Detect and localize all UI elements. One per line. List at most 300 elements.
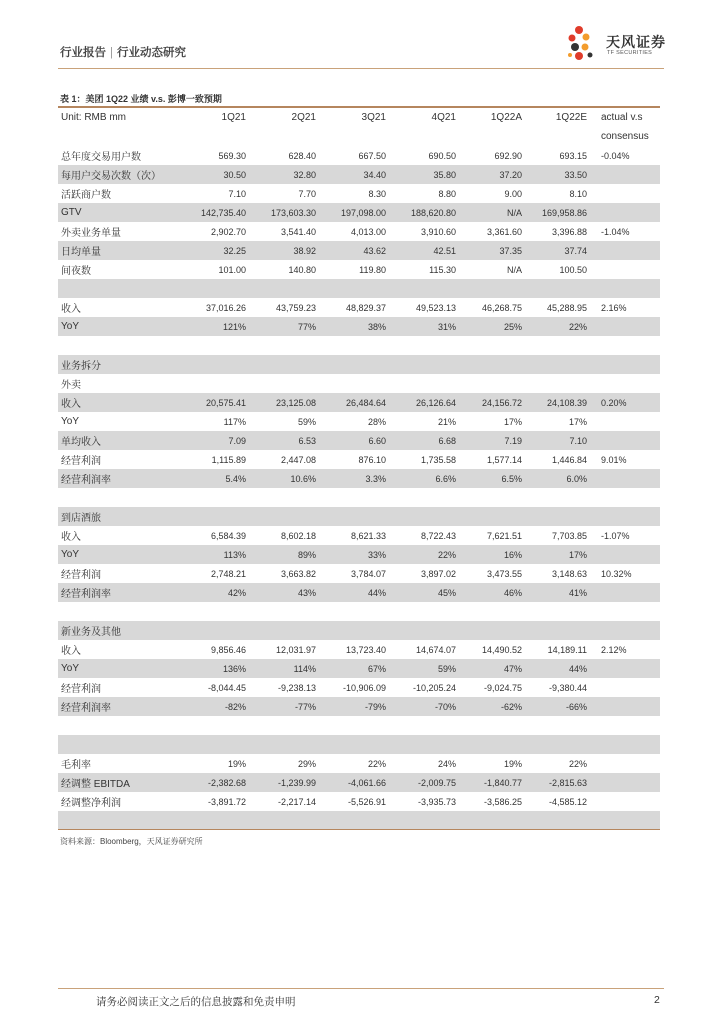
table-row bbox=[58, 526, 660, 545]
value-cell: 38% bbox=[320, 317, 390, 336]
value-cell bbox=[250, 507, 320, 526]
value-cell bbox=[390, 716, 460, 735]
value-cell: 113% bbox=[176, 545, 250, 564]
consensus-diff-cell bbox=[591, 374, 660, 393]
table-row bbox=[58, 507, 660, 526]
value-cell bbox=[176, 811, 250, 830]
table-row bbox=[58, 184, 660, 203]
value-cell: 667.50 bbox=[358, 150, 386, 161]
row-label bbox=[58, 602, 176, 621]
row-label: 经营利润 bbox=[61, 684, 101, 695]
consensus-diff-cell bbox=[591, 431, 660, 450]
value-cell: 100.50 bbox=[559, 264, 587, 275]
value-cell bbox=[320, 811, 390, 830]
value-cell bbox=[250, 374, 320, 393]
consensus-diff-cell bbox=[591, 754, 660, 773]
value-cell: 48,829.37 bbox=[345, 302, 386, 313]
value-cell: 7.10 bbox=[526, 431, 591, 450]
value-cell: 3,910.60 bbox=[420, 226, 456, 237]
disclaimer-text: 请务必阅读正文之后的信息披露和免责申明 bbox=[96, 996, 296, 1008]
col-header-2q21: 2Q21 bbox=[291, 112, 316, 123]
consensus-diff-cell bbox=[591, 583, 660, 602]
row-label: 经调整 EBITDA bbox=[58, 773, 176, 792]
value-cell: 32.80 bbox=[250, 165, 320, 184]
table-row bbox=[58, 412, 660, 431]
table-row bbox=[58, 678, 660, 697]
value-cell: 23,125.08 bbox=[250, 393, 320, 412]
value-cell bbox=[250, 621, 320, 640]
value-cell bbox=[526, 621, 591, 640]
value-cell bbox=[320, 735, 390, 754]
unit-header: Unit: RMB mm bbox=[61, 112, 126, 123]
value-cell: 21% bbox=[437, 416, 456, 427]
col-header-1q22a: 1Q22A bbox=[490, 112, 522, 123]
report-type: 行业报告 bbox=[60, 47, 106, 59]
value-cell bbox=[320, 279, 390, 298]
table-row bbox=[58, 754, 660, 773]
value-cell: 8,722.43 bbox=[420, 530, 456, 541]
value-cell: 14,674.07 bbox=[415, 644, 456, 655]
value-cell bbox=[176, 735, 250, 754]
table-row bbox=[58, 545, 660, 564]
col-header-3q21: 3Q21 bbox=[361, 112, 386, 123]
value-cell: -3,935.73 bbox=[417, 796, 456, 807]
consensus-diff-cell bbox=[591, 545, 660, 564]
row-label: 每用户交易次数（次） bbox=[58, 165, 176, 184]
value-cell: 692.90 bbox=[494, 150, 522, 161]
value-cell: 43% bbox=[250, 583, 320, 602]
table-row bbox=[58, 393, 660, 412]
table-row bbox=[58, 241, 660, 260]
table-row bbox=[58, 811, 660, 830]
value-cell bbox=[390, 355, 460, 374]
value-cell bbox=[176, 507, 250, 526]
row-label: 经营利润率 bbox=[58, 697, 176, 716]
value-cell: 45,288.95 bbox=[546, 302, 587, 313]
value-cell: 44% bbox=[526, 659, 591, 678]
value-cell bbox=[250, 279, 320, 298]
consensus-diff-cell bbox=[591, 412, 660, 431]
page-number: 2 bbox=[654, 994, 660, 1006]
value-cell: 3.3% bbox=[320, 469, 390, 488]
consensus-diff-cell bbox=[591, 811, 660, 830]
row-label bbox=[58, 488, 176, 507]
value-cell: -82% bbox=[176, 697, 250, 716]
consensus-diff-cell: 2.12% bbox=[601, 644, 627, 655]
logo-wordmark-en: TF SECURITIES bbox=[607, 50, 653, 56]
value-cell bbox=[460, 279, 526, 298]
value-cell: 4,013.00 bbox=[350, 226, 386, 237]
value-cell bbox=[250, 488, 320, 507]
table-row bbox=[58, 469, 660, 488]
value-cell: 6.6% bbox=[390, 469, 460, 488]
row-label: 经营利润 bbox=[61, 456, 101, 467]
value-cell: 77% bbox=[250, 317, 320, 336]
value-cell: 22% bbox=[568, 758, 587, 769]
value-cell: 693.15 bbox=[559, 150, 587, 161]
value-cell: 6,584.39 bbox=[210, 530, 246, 541]
value-cell: 22% bbox=[526, 317, 591, 336]
col-header-consensus: consensus bbox=[601, 131, 649, 142]
value-cell: 136% bbox=[176, 659, 250, 678]
value-cell bbox=[320, 602, 390, 621]
consensus-diff-cell bbox=[591, 355, 660, 374]
row-label: 经调整净利润 bbox=[61, 798, 121, 809]
table-title: 表 1：美团 1Q22 业绩 v.s. 彭博一致预期 bbox=[60, 94, 222, 104]
table-row bbox=[58, 431, 660, 450]
value-cell bbox=[390, 279, 460, 298]
row-label: 经营利润率 bbox=[58, 583, 176, 602]
header-divider bbox=[58, 68, 664, 69]
value-cell: 29% bbox=[297, 758, 316, 769]
consensus-diff-cell bbox=[591, 678, 660, 697]
value-cell bbox=[526, 279, 591, 298]
value-cell bbox=[250, 716, 320, 735]
consensus-diff-cell bbox=[591, 184, 660, 203]
value-cell bbox=[320, 716, 390, 735]
value-cell bbox=[460, 336, 526, 355]
value-cell: 6.0% bbox=[526, 469, 591, 488]
value-cell: 59% bbox=[390, 659, 460, 678]
value-cell bbox=[526, 811, 591, 830]
value-cell: 67% bbox=[320, 659, 390, 678]
value-cell: 3,541.40 bbox=[280, 226, 316, 237]
value-cell: 37.74 bbox=[526, 241, 591, 260]
consensus-diff-cell bbox=[591, 697, 660, 716]
table-row bbox=[58, 602, 660, 621]
value-cell: 24% bbox=[437, 758, 456, 769]
table-row bbox=[58, 165, 660, 184]
row-label: GTV bbox=[58, 203, 176, 222]
consensus-diff-cell bbox=[591, 507, 660, 526]
consensus-diff-cell bbox=[591, 659, 660, 678]
value-cell: 2,447.08 bbox=[280, 454, 316, 465]
table-row bbox=[58, 773, 660, 792]
value-cell: 43.62 bbox=[320, 241, 390, 260]
value-cell: 1,735.58 bbox=[420, 454, 456, 465]
table-row bbox=[58, 488, 660, 507]
consensus-diff-cell: 2.16% bbox=[601, 302, 627, 313]
value-cell bbox=[320, 355, 390, 374]
value-cell bbox=[250, 811, 320, 830]
value-cell bbox=[320, 488, 390, 507]
value-cell: -1,239.99 bbox=[250, 773, 320, 792]
table-row bbox=[58, 222, 660, 241]
row-label: YoY bbox=[61, 416, 79, 427]
value-cell: -9,380.44 bbox=[548, 682, 587, 693]
value-cell: 6.68 bbox=[390, 431, 460, 450]
value-cell: 690.50 bbox=[428, 150, 456, 161]
value-cell bbox=[460, 716, 526, 735]
value-cell: 38.92 bbox=[250, 241, 320, 260]
value-cell: 8.80 bbox=[438, 188, 456, 199]
value-cell bbox=[460, 621, 526, 640]
consensus-diff-cell bbox=[591, 602, 660, 621]
value-cell bbox=[526, 507, 591, 526]
value-cell: 8,621.33 bbox=[350, 530, 386, 541]
row-label: 收入 bbox=[61, 304, 81, 315]
consensus-diff-cell bbox=[591, 469, 660, 488]
value-cell bbox=[176, 355, 250, 374]
value-cell: 45% bbox=[390, 583, 460, 602]
value-cell: 3,148.63 bbox=[551, 568, 587, 579]
table-bottom-rule bbox=[58, 829, 660, 830]
blank-cell bbox=[526, 127, 591, 146]
row-label bbox=[58, 811, 176, 830]
report-header bbox=[60, 44, 186, 60]
table-header-row-2 bbox=[58, 127, 660, 146]
value-cell: 19% bbox=[227, 758, 246, 769]
table-row bbox=[58, 355, 660, 374]
value-cell: 7.19 bbox=[460, 431, 526, 450]
value-cell: 8.10 bbox=[569, 188, 587, 199]
col-header-4q21: 4Q21 bbox=[431, 112, 456, 123]
consensus-diff-cell bbox=[591, 203, 660, 222]
value-cell: -5,526.91 bbox=[347, 796, 386, 807]
row-label: 收入 bbox=[61, 532, 81, 543]
value-cell: 7,621.51 bbox=[486, 530, 522, 541]
footer-divider bbox=[58, 988, 664, 989]
value-cell: 3,396.88 bbox=[551, 226, 587, 237]
blank-cell bbox=[176, 127, 250, 146]
value-cell bbox=[320, 507, 390, 526]
header-separator: | bbox=[110, 47, 113, 59]
value-cell: -79% bbox=[320, 697, 390, 716]
value-cell: 3,897.02 bbox=[420, 568, 456, 579]
value-cell: 6.5% bbox=[460, 469, 526, 488]
consensus-diff-cell bbox=[591, 336, 660, 355]
value-cell bbox=[526, 735, 591, 754]
value-cell: -66% bbox=[526, 697, 591, 716]
value-cell: -2,009.75 bbox=[390, 773, 460, 792]
source-note: 资料来源：Bloomberg，天风证券研究所 bbox=[60, 837, 203, 846]
table-row bbox=[58, 374, 660, 393]
value-cell: -10,906.09 bbox=[342, 682, 386, 693]
value-cell: 26,484.64 bbox=[320, 393, 390, 412]
value-cell: 101.00 bbox=[218, 264, 246, 275]
value-cell: 3,361.60 bbox=[486, 226, 522, 237]
value-cell bbox=[250, 602, 320, 621]
consensus-diff-cell bbox=[591, 735, 660, 754]
value-cell: 20,575.41 bbox=[176, 393, 250, 412]
value-cell: 17% bbox=[526, 545, 591, 564]
value-cell: 25% bbox=[460, 317, 526, 336]
value-cell: 13,723.40 bbox=[345, 644, 386, 655]
report-subtype: 行业动态研究 bbox=[117, 47, 186, 59]
consensus-diff-cell: -1.07% bbox=[601, 530, 630, 541]
consensus-diff-cell bbox=[591, 488, 660, 507]
value-cell: 12,031.97 bbox=[275, 644, 316, 655]
value-cell bbox=[460, 488, 526, 507]
value-cell bbox=[390, 336, 460, 355]
value-cell bbox=[390, 621, 460, 640]
value-cell: 3,663.82 bbox=[280, 568, 316, 579]
value-cell: -4,585.12 bbox=[548, 796, 587, 807]
value-cell: 121% bbox=[176, 317, 250, 336]
row-label bbox=[58, 716, 176, 735]
row-label: 活跃商户数 bbox=[61, 190, 111, 201]
value-cell: 37.20 bbox=[460, 165, 526, 184]
consensus-diff-cell bbox=[591, 241, 660, 260]
consensus-diff-cell: 0.20% bbox=[591, 393, 660, 412]
value-cell: 6.60 bbox=[320, 431, 390, 450]
value-cell: -3,891.72 bbox=[207, 796, 246, 807]
value-cell bbox=[526, 374, 591, 393]
value-cell: -77% bbox=[250, 697, 320, 716]
value-cell: 169,958.86 bbox=[526, 203, 591, 222]
value-cell bbox=[460, 355, 526, 374]
value-cell bbox=[320, 374, 390, 393]
value-cell: 24,108.39 bbox=[526, 393, 591, 412]
value-cell: N/A bbox=[460, 203, 526, 222]
table-row bbox=[58, 146, 660, 165]
value-cell: 35.80 bbox=[390, 165, 460, 184]
value-cell: 22% bbox=[367, 758, 386, 769]
value-cell: -2,815.63 bbox=[526, 773, 591, 792]
results-table bbox=[58, 108, 660, 830]
value-cell: N/A bbox=[506, 264, 522, 275]
row-label bbox=[58, 336, 176, 355]
value-cell: 7.70 bbox=[298, 188, 316, 199]
value-cell: 10.6% bbox=[250, 469, 320, 488]
row-label: 新业务及其他 bbox=[58, 621, 176, 640]
value-cell bbox=[526, 336, 591, 355]
row-label: 到店酒旅 bbox=[58, 507, 176, 526]
row-label bbox=[58, 735, 176, 754]
row-label: 收入 bbox=[58, 393, 176, 412]
row-label bbox=[58, 279, 176, 298]
table-row bbox=[58, 697, 660, 716]
value-cell: 3,784.07 bbox=[350, 568, 386, 579]
row-label: 总年度交易用户数 bbox=[61, 152, 141, 163]
row-label: 外卖业务单量 bbox=[61, 228, 121, 239]
value-cell: 42.51 bbox=[390, 241, 460, 260]
value-cell: 8,602.18 bbox=[280, 530, 316, 541]
value-cell bbox=[176, 488, 250, 507]
consensus-diff-cell bbox=[591, 260, 660, 279]
value-cell bbox=[176, 336, 250, 355]
table-row bbox=[58, 735, 660, 754]
value-cell: 22% bbox=[390, 545, 460, 564]
value-cell bbox=[390, 488, 460, 507]
value-cell: 117% bbox=[223, 416, 246, 427]
value-cell: 1,577.14 bbox=[486, 454, 522, 465]
value-cell: 43,759.23 bbox=[275, 302, 316, 313]
blank-cell bbox=[58, 127, 176, 146]
value-cell: 32.25 bbox=[176, 241, 250, 260]
table-row bbox=[58, 336, 660, 355]
logo-wordmark-cn: 天风证券 bbox=[606, 34, 666, 50]
value-cell bbox=[176, 374, 250, 393]
value-cell: 17% bbox=[503, 416, 522, 427]
value-cell: 173,603.30 bbox=[250, 203, 320, 222]
value-cell: 115.30 bbox=[429, 264, 456, 275]
value-cell bbox=[526, 602, 591, 621]
value-cell: 59% bbox=[297, 416, 316, 427]
value-cell bbox=[176, 621, 250, 640]
value-cell: 7.10 bbox=[228, 188, 246, 199]
value-cell: 31% bbox=[390, 317, 460, 336]
col-header-1q22e: 1Q22E bbox=[555, 112, 587, 123]
value-cell: 28% bbox=[367, 416, 386, 427]
value-cell: -9,024.75 bbox=[483, 682, 522, 693]
value-cell bbox=[460, 507, 526, 526]
table-row bbox=[58, 317, 660, 336]
consensus-diff-cell: 9.01% bbox=[601, 454, 627, 465]
col-header-1q21: 1Q21 bbox=[221, 112, 246, 123]
value-cell bbox=[250, 355, 320, 374]
value-cell bbox=[320, 621, 390, 640]
row-label: YoY bbox=[58, 545, 176, 564]
value-cell bbox=[460, 602, 526, 621]
value-cell: 49,523.13 bbox=[415, 302, 456, 313]
value-cell: 119.80 bbox=[359, 264, 386, 275]
value-cell: 8.30 bbox=[368, 188, 386, 199]
value-cell: 1,446.84 bbox=[551, 454, 587, 465]
value-cell: 114% bbox=[250, 659, 320, 678]
blank-cell bbox=[390, 127, 460, 146]
table-row bbox=[58, 792, 660, 811]
value-cell: 9,856.46 bbox=[210, 644, 246, 655]
value-cell bbox=[390, 735, 460, 754]
value-cell: 46% bbox=[460, 583, 526, 602]
value-cell: -3,586.25 bbox=[483, 796, 522, 807]
value-cell: 37,016.26 bbox=[205, 302, 246, 313]
value-cell bbox=[176, 602, 250, 621]
value-cell: 7.09 bbox=[176, 431, 250, 450]
value-cell: 24,156.72 bbox=[460, 393, 526, 412]
value-cell: 9.00 bbox=[504, 188, 522, 199]
blank-cell bbox=[250, 127, 320, 146]
table-row bbox=[58, 564, 660, 583]
table-row bbox=[58, 583, 660, 602]
consensus-diff-cell bbox=[591, 773, 660, 792]
value-cell: 33.50 bbox=[526, 165, 591, 184]
value-cell bbox=[390, 602, 460, 621]
value-cell: 14,490.52 bbox=[481, 644, 522, 655]
value-cell: 188,620.80 bbox=[390, 203, 460, 222]
value-cell: -70% bbox=[390, 697, 460, 716]
row-label: YoY bbox=[58, 317, 176, 336]
value-cell: -62% bbox=[460, 697, 526, 716]
value-cell: 2,748.21 bbox=[210, 568, 246, 579]
value-cell: 34.40 bbox=[320, 165, 390, 184]
value-cell bbox=[390, 374, 460, 393]
value-cell: 3,473.55 bbox=[486, 568, 522, 579]
value-cell: 47% bbox=[460, 659, 526, 678]
value-cell: 14,189.11 bbox=[547, 644, 587, 655]
value-cell: -2,217.14 bbox=[277, 796, 316, 807]
value-cell bbox=[390, 811, 460, 830]
row-label: 业务拆分 bbox=[58, 355, 176, 374]
col-header-actual-vs: actual v.s bbox=[601, 112, 643, 123]
value-cell: -1,840.77 bbox=[460, 773, 526, 792]
value-cell: 1,115.89 bbox=[211, 454, 246, 465]
row-label: YoY bbox=[58, 659, 176, 678]
row-label: 间夜数 bbox=[61, 266, 91, 277]
value-cell: -9,238.13 bbox=[277, 682, 316, 693]
value-cell: 5.4% bbox=[176, 469, 250, 488]
row-label: 经营利润率 bbox=[58, 469, 176, 488]
value-cell: -2,382.68 bbox=[176, 773, 250, 792]
value-cell bbox=[526, 716, 591, 735]
consensus-diff-cell bbox=[591, 317, 660, 336]
consensus-diff-cell bbox=[591, 279, 660, 298]
table-row bbox=[58, 716, 660, 735]
value-cell: 44% bbox=[320, 583, 390, 602]
table-row bbox=[58, 279, 660, 298]
row-label: 收入 bbox=[61, 646, 81, 657]
